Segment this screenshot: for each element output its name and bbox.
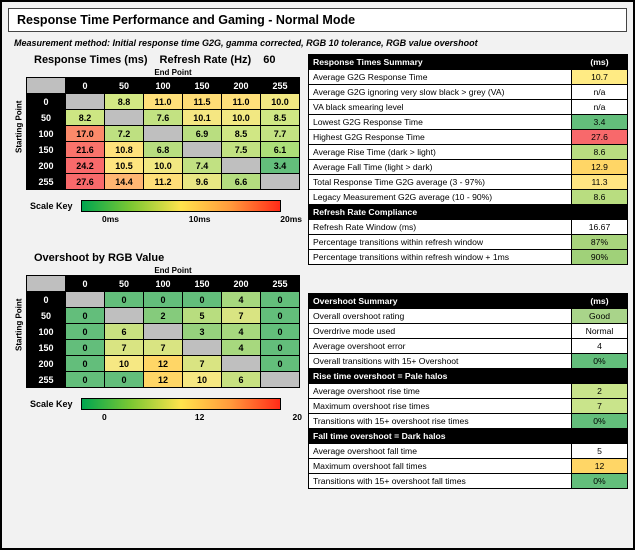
- summary-section-label: Refresh Rate Compliance: [309, 205, 572, 220]
- matrix-row-header: 100: [27, 126, 66, 142]
- summary-row-value: 3.4: [572, 115, 628, 130]
- matrix-row: [27, 308, 300, 324]
- rt-tick-2: 20ms: [280, 214, 302, 224]
- matrix-col-header: 100: [144, 78, 183, 94]
- summary-row-value: 0%: [572, 474, 628, 489]
- summary-row: [309, 384, 628, 399]
- summary-row-value: 0%: [572, 414, 628, 429]
- rt-endpoint-label: End Point: [154, 68, 192, 77]
- matrix-cell: 6.9: [183, 126, 222, 142]
- matrix-row: [27, 340, 300, 356]
- page-title: Response Time Performance and Gaming - Normal Mode: [8, 8, 627, 32]
- matrix-cell: 11.0: [222, 94, 261, 110]
- summary-row: [309, 115, 628, 130]
- matrix-cell: 7.4: [183, 158, 222, 174]
- matrix-cell-diagonal: [144, 324, 183, 340]
- matrix-cell: 0: [261, 292, 300, 308]
- overshoot-heading-row: [12, 252, 300, 264]
- matrix-cell-diagonal: [222, 158, 261, 174]
- summary-row-label: Average Fall Time (light > dark): [309, 160, 572, 175]
- rt-startpoint-label: Starting Point: [14, 100, 24, 153]
- summary-row-label: Average overshoot fall time: [309, 444, 572, 459]
- summary-row: [309, 130, 628, 145]
- matrix-row-header: 50: [27, 110, 66, 126]
- matrix-cell: 7: [105, 340, 144, 356]
- matrix-cell: 0: [144, 292, 183, 308]
- summary-row-label: Average overshoot error: [309, 339, 572, 354]
- matrix-cell: 11.2: [144, 174, 183, 190]
- os-scale-key-block: [12, 398, 300, 422]
- matrix-cell: 11.5: [183, 94, 222, 110]
- matrix-cell: 0: [66, 372, 105, 388]
- matrix-cell: 10.8: [105, 142, 144, 158]
- summary-row: [309, 309, 628, 324]
- summary-section-header: [309, 294, 628, 309]
- matrix-col-header: 150: [183, 78, 222, 94]
- matrix-cell: 0: [66, 324, 105, 340]
- summary-section-header: [309, 55, 628, 70]
- summary-row-value: n/a: [572, 85, 628, 100]
- summary-row: [309, 145, 628, 160]
- matrix-cell: 0: [66, 308, 105, 324]
- matrix-cell: 8.2: [66, 110, 105, 126]
- matrix-cell: 5: [183, 308, 222, 324]
- matrix-cell-diagonal: [261, 174, 300, 190]
- matrix-row-header: 150: [27, 142, 66, 158]
- summary-row-label: Lowest G2G Response Time: [309, 115, 572, 130]
- matrix-row: [27, 158, 300, 174]
- matrix-cell: 10.0: [261, 94, 300, 110]
- matrix-cell: 0: [66, 356, 105, 372]
- matrix-row-header: 100: [27, 324, 66, 340]
- summary-section-header: [309, 429, 628, 444]
- measurement-method-note: Measurement method: Initial response time G2G, gamma corrected, RGB 10 tolerance, RGB value overshoot: [14, 38, 478, 48]
- left-column: [12, 54, 300, 489]
- rt-scale-ticks: [102, 214, 302, 224]
- summary-row-label: Refresh Rate Window (ms): [309, 220, 572, 235]
- matrix-cell: 0: [261, 356, 300, 372]
- summary-section-header: [309, 205, 628, 220]
- matrix-cell: 9.6: [183, 174, 222, 190]
- matrix-cell-diagonal: [222, 356, 261, 372]
- matrix-cell: 27.6: [66, 174, 105, 190]
- matrix-cell: 0: [105, 292, 144, 308]
- summary-row: [309, 324, 628, 339]
- matrix-col-header: 0: [66, 276, 105, 292]
- summary-row-value: n/a: [572, 100, 628, 115]
- matrix-row-header: 50: [27, 308, 66, 324]
- summary-row: [309, 70, 628, 85]
- matrix-col-header: 255: [261, 276, 300, 292]
- matrix-cell: 7: [222, 308, 261, 324]
- matrix-cell: 0: [261, 324, 300, 340]
- matrix-row-header: 0: [27, 94, 66, 110]
- summary-row: [309, 175, 628, 190]
- summary-row-value: 12.9: [572, 160, 628, 175]
- summary-section-label: Overshoot Summary: [309, 294, 572, 309]
- matrix-cell: 11.0: [144, 94, 183, 110]
- matrix-cell: 17.0: [66, 126, 105, 142]
- overshoot-matrix: [26, 275, 300, 388]
- refresh-rate-value: 60: [263, 54, 276, 66]
- summary-row-label: VA black smearing level: [309, 100, 572, 115]
- matrix-col-header: 200: [222, 276, 261, 292]
- refresh-rate-heading: Refresh Rate (Hz): [159, 54, 252, 66]
- matrix-cell: 0: [261, 308, 300, 324]
- matrix-corner: [27, 78, 66, 94]
- matrix-cell: 10: [183, 372, 222, 388]
- summary-section-unit: [572, 205, 628, 220]
- summary-row-value: 0%: [572, 354, 628, 369]
- matrix-cell: 21.6: [66, 142, 105, 158]
- matrix-col-header: 0: [66, 78, 105, 94]
- matrix-cell: 7.7: [261, 126, 300, 142]
- summary-row-label: Maximum overshoot fall times: [309, 459, 572, 474]
- summary-row-label: Transitions with 15+ overshoot fall times: [309, 474, 572, 489]
- matrix-cell: 3.4: [261, 158, 300, 174]
- summary-row: [309, 220, 628, 235]
- matrix-cell: 10.5: [105, 158, 144, 174]
- summary-row-label: Percentage transitions within refresh window: [309, 235, 572, 250]
- summary-row-label: Average overshoot rise time: [309, 384, 572, 399]
- matrix-col-header: 255: [261, 78, 300, 94]
- matrix-row: [27, 94, 300, 110]
- left-spacer: [12, 224, 300, 252]
- summary-row-value: 90%: [572, 250, 628, 265]
- matrix-cell: 8.8: [105, 94, 144, 110]
- summary-row: [309, 414, 628, 429]
- summary-row-value: 11.3: [572, 175, 628, 190]
- summary-row-label: Average G2G Response Time: [309, 70, 572, 85]
- summary-row: [309, 459, 628, 474]
- matrix-cell: 6: [105, 324, 144, 340]
- rt-scale-key-label: Scale Key: [30, 201, 73, 211]
- summary-section-unit: [572, 429, 628, 444]
- matrix-row: [27, 356, 300, 372]
- matrix-col-header: 50: [105, 78, 144, 94]
- summary-row: [309, 444, 628, 459]
- summary-row: [309, 235, 628, 250]
- matrix-cell-diagonal: [183, 142, 222, 158]
- matrix-cell-diagonal: [105, 308, 144, 324]
- summary-row-label: Percentage transitions within refresh window + 1ms: [309, 250, 572, 265]
- summary-row: [309, 399, 628, 414]
- matrix-col-header: 50: [105, 276, 144, 292]
- os-tick-1: 12: [194, 412, 205, 422]
- os-endpoint-label: End Point: [154, 266, 192, 275]
- summary-row-label: Average Rise Time (dark > light): [309, 145, 572, 160]
- os-matrix-wrap: [12, 275, 300, 388]
- matrix-cell-diagonal: [183, 340, 222, 356]
- summary-row-label: Overdrive mode used: [309, 324, 572, 339]
- matrix-cell: 10: [105, 356, 144, 372]
- summary-row-label: Legacy Measurement G2G average (10 - 90%): [309, 190, 572, 205]
- summary-row-label: Average G2G ignoring very slow black > grey (VA): [309, 85, 572, 100]
- matrix-row-header: 255: [27, 174, 66, 190]
- matrix-cell: 2: [144, 308, 183, 324]
- matrix-row: [27, 110, 300, 126]
- matrix-cell: 8.5: [222, 126, 261, 142]
- rt-tick-1: 10ms: [188, 214, 211, 224]
- matrix-cell: 10.1: [183, 110, 222, 126]
- summary-section-label: Rise time overshoot = Pale halos: [309, 369, 572, 384]
- os-tick-2: 20: [292, 412, 302, 422]
- summary-section-header: [309, 369, 628, 384]
- os-tick-0: 0: [102, 412, 107, 422]
- matrix-corner: [27, 276, 66, 292]
- matrix-cell: 0: [105, 372, 144, 388]
- summary-row: [309, 100, 628, 115]
- response-times-heading: Response Times (ms): [34, 54, 148, 66]
- matrix-cell-diagonal: [261, 372, 300, 388]
- matrix-cell: 24.2: [66, 158, 105, 174]
- summary-row-value: 5: [572, 444, 628, 459]
- summary-row-value: Good: [572, 309, 628, 324]
- summary-row-value: 12: [572, 459, 628, 474]
- summary-row-label: Maximum overshoot rise times: [309, 399, 572, 414]
- matrix-col-header: 200: [222, 78, 261, 94]
- response-times-heading-row: [12, 54, 300, 66]
- summary-row-label: Overall overshoot rating: [309, 309, 572, 324]
- matrix-cell: 10.0: [144, 158, 183, 174]
- summary-row-value: 27.6: [572, 130, 628, 145]
- matrix-cell: 7: [144, 340, 183, 356]
- matrix-cell: 0: [261, 340, 300, 356]
- summary-row: [309, 250, 628, 265]
- rt-gradient-bar: [81, 200, 281, 212]
- os-scale-ticks: [102, 412, 302, 422]
- rt-matrix-wrap: [12, 77, 300, 190]
- matrix-cell-diagonal: [144, 126, 183, 142]
- matrix-row-header: 200: [27, 356, 66, 372]
- summary-row: [309, 85, 628, 100]
- matrix-cell: 7.6: [144, 110, 183, 126]
- matrix-cell: 6.1: [261, 142, 300, 158]
- matrix-cell: 7: [183, 356, 222, 372]
- matrix-cell-diagonal: [105, 110, 144, 126]
- matrix-row: [27, 142, 300, 158]
- rt-tick-0: 0ms: [102, 214, 120, 224]
- summary-row-label: Overall transitions with 15+ Overshoot: [309, 354, 572, 369]
- matrix-row-header: 255: [27, 372, 66, 388]
- matrix-row: [27, 174, 300, 190]
- matrix-cell: 4: [222, 324, 261, 340]
- summary-row-value: 87%: [572, 235, 628, 250]
- summary-row: [309, 474, 628, 489]
- summary-row-value: 4: [572, 339, 628, 354]
- matrix-cell: 8.5: [261, 110, 300, 126]
- summary-section-label: Fall time overshoot = Dark halos: [309, 429, 572, 444]
- matrix-cell: 6.8: [144, 142, 183, 158]
- matrix-cell: 6.6: [222, 174, 261, 190]
- matrix-cell-diagonal: [66, 292, 105, 308]
- summary-section-unit: [572, 369, 628, 384]
- os-scale-key-label: Scale Key: [30, 399, 73, 409]
- matrix-row: [27, 324, 300, 340]
- overshoot-heading: Overshoot by RGB Value: [34, 252, 165, 264]
- summary-row-value: 8.6: [572, 145, 628, 160]
- matrix-row: [27, 372, 300, 388]
- matrix-cell: 0: [66, 340, 105, 356]
- matrix-cell: 4: [222, 292, 261, 308]
- matrix-cell: 12: [144, 372, 183, 388]
- matrix-row: [27, 126, 300, 142]
- matrix-row: [27, 292, 300, 308]
- matrix-cell-diagonal: [66, 94, 105, 110]
- summary-row-value: 10.7: [572, 70, 628, 85]
- summary-row-value: Normal: [572, 324, 628, 339]
- matrix-cell: 4: [222, 340, 261, 356]
- matrix-cell: 14.4: [105, 174, 144, 190]
- matrix-cell: 10.0: [222, 110, 261, 126]
- matrix-row-header: 0: [27, 292, 66, 308]
- summary-row-value: 2: [572, 384, 628, 399]
- matrix-cell: 12: [144, 356, 183, 372]
- summary-section-unit: (ms): [572, 294, 628, 309]
- summary-row-value: 7: [572, 399, 628, 414]
- summary-row-label: Total Response Time G2G average (3 - 97%): [309, 175, 572, 190]
- summary-row-label: Transitions with 15+ overshoot rise times: [309, 414, 572, 429]
- summary-row: [309, 339, 628, 354]
- matrix-cell: 7.5: [222, 142, 261, 158]
- summary-section-label: Response Times Summary: [309, 55, 572, 70]
- os-gradient-bar: [81, 398, 281, 410]
- matrix-cell: 6: [222, 372, 261, 388]
- content-columns: [8, 54, 627, 489]
- matrix-cell: 0: [183, 292, 222, 308]
- matrix-col-header: 150: [183, 276, 222, 292]
- response-times-matrix: [26, 77, 300, 190]
- matrix-cell: 3: [183, 324, 222, 340]
- matrix-cell: 7.2: [105, 126, 144, 142]
- summary-row-value: 8.6: [572, 190, 628, 205]
- rt-scale-key-block: [12, 200, 300, 224]
- matrix-row-header: 150: [27, 340, 66, 356]
- summary-section-unit: (ms): [572, 55, 628, 70]
- matrix-row-header: 200: [27, 158, 66, 174]
- summary-row: [309, 160, 628, 175]
- right-column: [308, 54, 628, 489]
- summary-row: [309, 354, 628, 369]
- summary-row-label: Highest G2G Response Time: [309, 130, 572, 145]
- matrix-col-header: 100: [144, 276, 183, 292]
- summary-row-value: 16.67: [572, 220, 628, 235]
- summary-row: [309, 190, 628, 205]
- os-startpoint-label: Starting Point: [14, 298, 24, 351]
- response-times-summary-table: [308, 54, 628, 265]
- overshoot-summary-table: [308, 293, 628, 489]
